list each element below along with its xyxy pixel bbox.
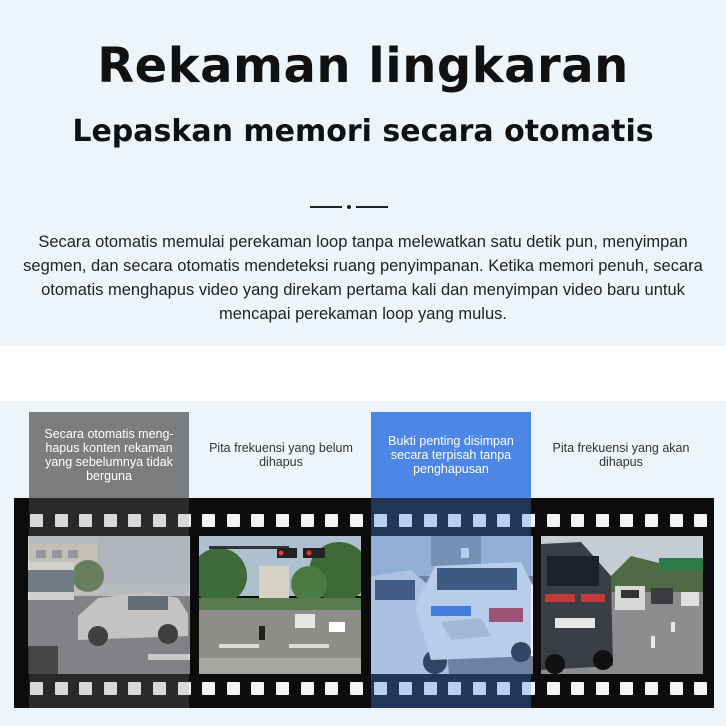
video-frame-4 [541,536,703,674]
sprocket-hole [694,514,707,527]
sprocket-hole [55,514,68,527]
page-subtitle: Lepaskan memori secara otomatis [72,114,654,149]
label-auto-delete: Secara otomatis meng-hapus konten rekaman yang sebelumnya tidak berguna [29,412,189,498]
sprocket-hole [694,682,707,695]
sprocket-hole [128,682,141,695]
sprocket-hole [448,682,461,695]
sprocket-hole [547,682,560,695]
sprocket-hole [227,514,240,527]
sprocket-hole [620,514,633,527]
sprocket-hole [202,682,215,695]
sprocket-hole [276,514,289,527]
sprocket-hole [645,514,658,527]
sprocket-hole [276,682,289,695]
sprocket-hole [153,514,166,527]
sprocket-hole [79,682,92,695]
sprocket-hole [178,682,191,695]
sprocket-hole [325,514,338,527]
sprocket-hole [350,682,363,695]
page-title: Rekaman lingkaran [97,38,629,94]
sprocket-hole [325,682,338,695]
video-frame-3 [371,536,533,674]
sprocket-hole [104,682,117,695]
sprocket-hole [596,514,609,527]
sprocket-hole [350,514,363,527]
sprocket-hole [251,682,264,695]
sprocket-hole [670,682,683,695]
sprocket-hole [620,682,633,695]
sprocket-hole [128,514,141,527]
film-strip [14,498,714,708]
sprocket-hole [596,682,609,695]
sprocket-hole [374,514,387,527]
sprocket-hole [571,682,584,695]
label-to-be-deleted: Pita frekuensi yang akan dihapus [552,441,690,469]
sprocket-hole [251,514,264,527]
video-frame-2 [199,536,361,674]
sprocket-hole [301,682,314,695]
sprocket-hole [227,682,240,695]
sprocket-hole [55,682,68,695]
sprocket-hole [547,514,560,527]
label-not-deleted: Pita frekuensi yang belum dihapus [209,441,353,469]
sprocket-hole [670,514,683,527]
sprocket-hole [104,514,117,527]
sprocket-hole [30,682,43,695]
sprocket-hole [153,682,166,695]
video-frame-1 [28,536,190,674]
sprocket-hole [399,514,412,527]
divider [310,202,390,212]
sprocket-hole [522,682,535,695]
sprocket-hole [374,682,387,695]
label-saved-evidence: Bukti penting disimpan secara terpisah tanpa penghapusan [371,412,531,498]
sprocket-hole [522,514,535,527]
sprocket-hole [202,514,215,527]
sprocket-holes-bottom [14,682,714,696]
sprocket-hole [473,682,486,695]
sprocket-hole [30,514,43,527]
sprocket-hole [424,514,437,527]
sprocket-hole [399,682,412,695]
sprocket-hole [301,514,314,527]
sprocket-hole [178,514,191,527]
description-text: Secara otomatis memulai perekaman loop tanpa melewatkan satu detik pun, menyimpan segmen, dan secara otomatis mendeteksi ruang penyimpanan. Ketika memori penuh, secara otomatis menghapus video yang direkam pertama kali dan menyimpan video baru untuk mencapai perekaman loop yang mulus. [23,233,703,323]
sprocket-hole [645,682,658,695]
sprocket-hole [448,514,461,527]
sprocket-hole [497,682,510,695]
sprocket-hole [424,682,437,695]
sprocket-hole [473,514,486,527]
sprocket-hole [79,514,92,527]
sprocket-hole [571,514,584,527]
sprocket-holes-top [14,514,714,528]
sprocket-hole [497,514,510,527]
